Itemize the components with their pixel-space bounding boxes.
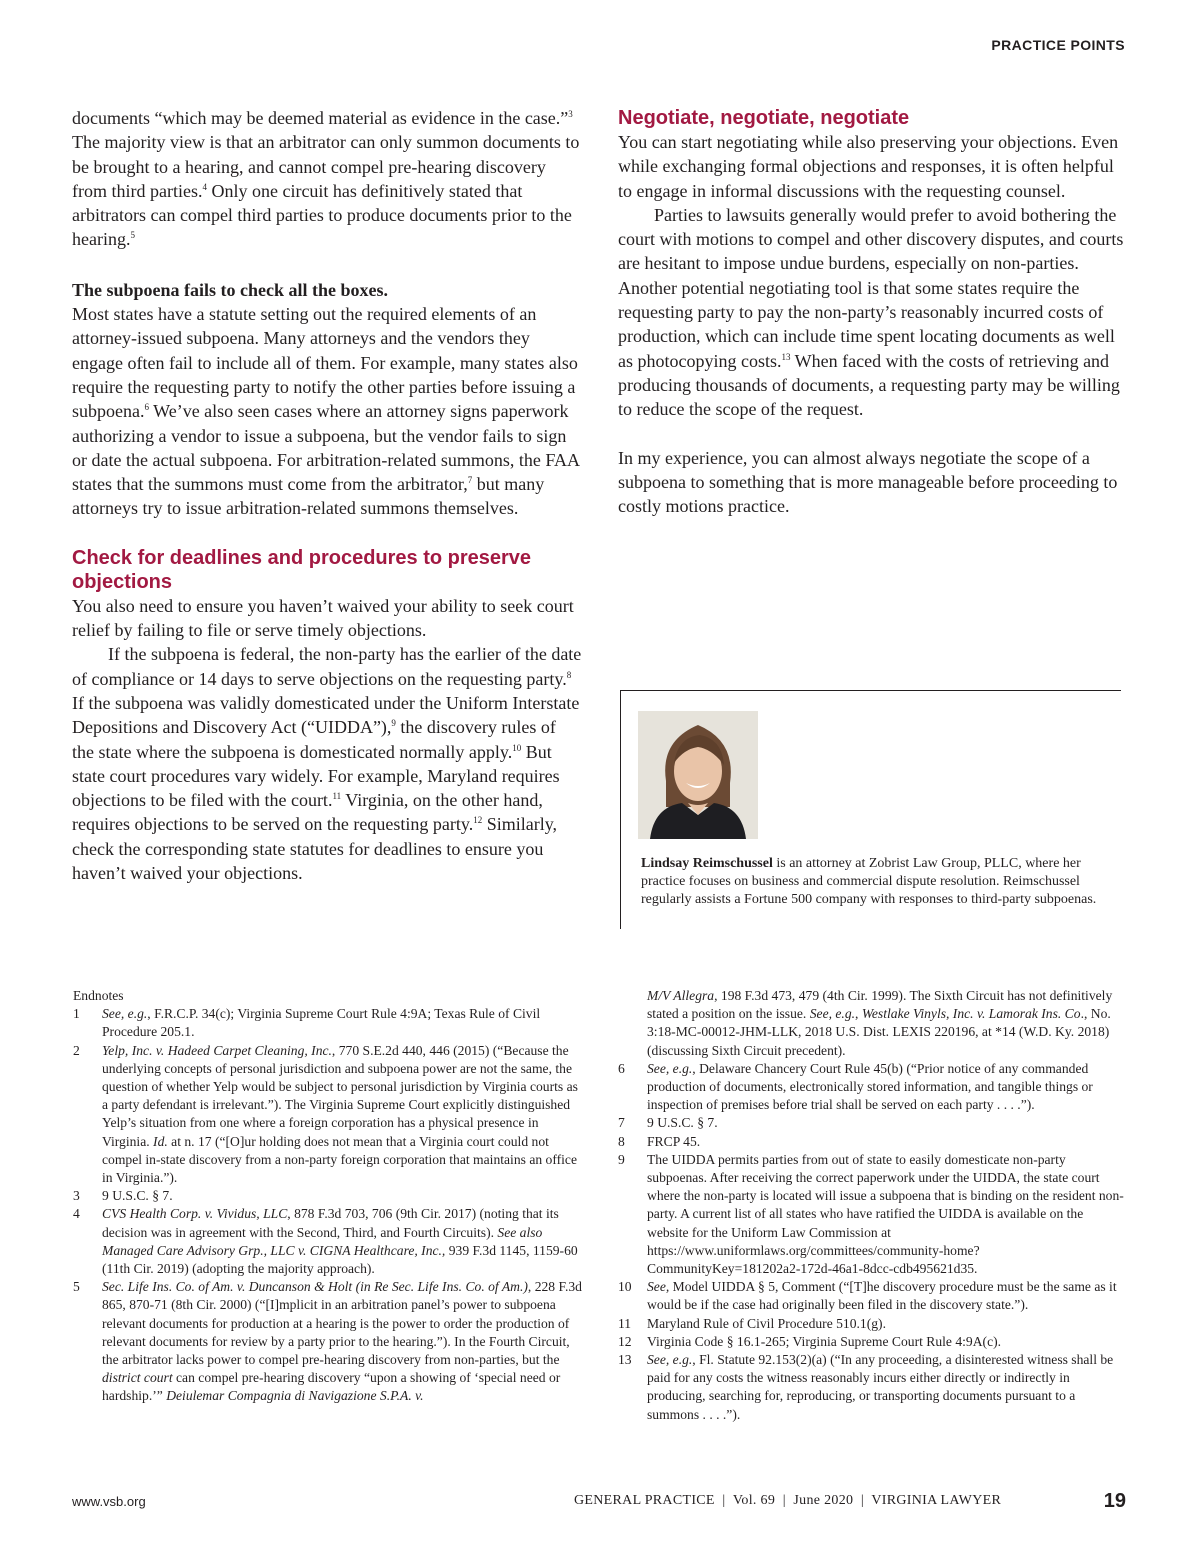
footer-website: www.vsb.org (72, 1494, 146, 1509)
endnote: 8 FRCP 45. (618, 1133, 701, 1149)
endnote: 7 9 U.S.C. § 7. (618, 1115, 718, 1131)
paragraph: You can start negotiating while also preserving your objections. Even while exchanging formal objections and responses, it is often helpful to engage in informal discussions with the requesting counsel. (618, 132, 1119, 201)
footnote-ref: 10 (512, 742, 522, 753)
endnotes-left (73, 987, 583, 1406)
endnote: 4 CVS Health Corp. v. Vividus, LLC, 878 F.3d 703, 706 (9th Cir. 2017) (noting that its decision was in agreement with the Second, Third, and Fourth Circuits). See also Managed Care Advisory Grp., LLC v. CIGNA Healthcare, Inc., 939 F.3d 1145, 1159-60 (11th Cir. 2019) (adopting the majority approach). (73, 1206, 578, 1277)
footnote-ref: 5 (130, 230, 135, 241)
footnote-ref: 7 (467, 475, 473, 486)
footnote-ref: 8 (566, 669, 572, 680)
paragraph: In my experience, you can almost always negotiate the scope of a subpoena to something that is more manageable before proceeding to costly motions practice. (618, 447, 1118, 517)
endnote-continued: M/V Allegra, 198 F.3d 473, 479 (4th Cir. 1999). The Sixth Circuit has not definitively stated a position on the issue. See, e.g., Westlake Vinyls, Inc. v. Lamorak Ins. Co., No. 3:18-MC-00012-JHM-LLK, 2018 U.S. Dist. LEXIS 220196, at *14 (W.D. Ky. 2018) (discussing Sixth Circuit precedent). (647, 988, 1113, 1058)
paragraph: documents “which may be deemed material as evidence in the case.”$^3$ The majority view is that an arbitrator can only summon documents to be brought to a hearing, and cannot compel pre-hearing discovery from third parties.$^4$ Only one circuit has definitively stated that arbitrators can compel third parties to produce documents prior to the hearing.$^5$ (72, 108, 580, 250)
endnote: 5 Sec. Life Ins. Co. of Am. v. Duncanson & Holt (in Re Sec. Life Ins. Co. of Am.), 228 F.3d 865, 870-71 (8th Cir. 2000) (“[I]mplicit in an arbitration panel’s power to subpoena relevant documents for production at a hearing is the power to order the production of relevant documents for review by a party prior to the hearing.”). In the Fourth Circuit, the arbitrator lacks power to compel pre-hearing discovery from non-parties, but the district court can compel pre-hearing discovery “upon a showing of ‘special need or hardship.’” Deiulemar Compagnia di Navigazione S.P.A. v. (73, 1279, 582, 1404)
footer-publication: GENERAL PRACTICE | Vol. 69 | June 2020 | VIRGINIA LAWYER (574, 1493, 1002, 1508)
footnote-ref: 12 (473, 815, 483, 826)
endnote: 10 See, Model UIDDA § 5, Comment (“[T]he discovery procedure must be the same as it would be if the case had originally been filed in the discovery state.”). (618, 1279, 1117, 1313)
footnote-ref: 3 (568, 109, 573, 119)
footnote-ref: 6 (144, 402, 149, 413)
endnote: 13 See, e.g., Fl. Statute 92.153(2)(a) (“In any proceeding, a disinterested witness shall be paid for any costs the witness reasonably incurs either directly or indirectly in producing, searching for, reproducing, or transporting documents pursuant to a summons . . . .”). (618, 1352, 1114, 1422)
endnote: 6 See, e.g., Delaware Chancery Court Rule 45(b) (“Prior notice of any commanded production of documents, electronically stored information, and tangible things or inspection of premises before trial shall be served on each party . . . .”). (618, 1060, 1093, 1113)
footnote-ref: 4 (202, 181, 207, 192)
left-column (72, 106, 582, 885)
page-number: 19 (1103, 1490, 1126, 1512)
footnote-ref: 13 (781, 351, 791, 362)
endnote: 9 The UIDDA permits parties from out of state to easily domesticate non-party subpoenas. After receiving the correct paperwork under the UIDDA, the state court where the non-party is located will issue a subpoena that is binding on the resident non-party. A current list of all states who have ratified the UIDDA is available on the website for the Uniform Law Commission at https://www.uniformlaws.org/committees/community-home?CommunityKey=181202a2-172d-46a1-8dcc-cdb495621d35. (618, 1151, 1124, 1277)
section-heading: Negotiate, negotiate, negotiate (618, 107, 910, 129)
author-bio-box (620, 690, 1121, 929)
subheading: The subpoena fails to check all the boxes. (72, 279, 389, 300)
endnote: 12 Virginia Code § 16.1-265; Virginia Supreme Court Rule 4:9A(c). (618, 1333, 1002, 1349)
author-bio: Lindsay Reimschussel is an attorney at Zobrist Law Group, PLLC, where her practice focuses on business and commercial dispute resolution. Reimschussel regularly assists a Fortune 500 company with responses to third-party subpoenas. (641, 856, 1097, 907)
endnote: 3 9 U.S.C. § 7. (73, 1188, 173, 1204)
endnotes-title: Endnotes (73, 988, 124, 1003)
section-label: PRACTICE POINTS (991, 37, 1125, 53)
right-column (618, 106, 1128, 518)
endnote: 2 Yelp, Inc. v. Hadeed Carpet Cleaning, Inc., 770 S.E.2d 440, 446 (2015) (“Because the underlying concepts of personal jurisdiction and subpoena power are not the same, the question of whether Yelp would be subject to personal jurisdiction by Virginia courts as a party defendant is irrelevant.”). The Virginia Supreme Court explicitly distinguished Yelp’s situation from one where a foreign corporation has a physical presence in Virginia. Id. at n. 17 (“[O]ur holding does not mean that a Virginia court could not compel in-state discovery from a non-party foreign corporation that maintains an office in Virginia.”). (73, 1042, 578, 1186)
endnote: 11 Maryland Rule of Civil Procedure 510.1(g). (618, 1315, 886, 1331)
paragraph: You also need to ensure you haven’t waived your ability to seek court relief by failing to file or serve timely objections. (72, 595, 574, 641)
paragraph: Most states have a statute setting out the required elements of an attorney-issued subpoena. Many attorneys and the vendors they engage often fail to include all of them. For example, many states also require the requesting party to notify the other parties before issuing a subpoena.$^6$ We’ve also seen cases where an attorney signs paperwork authorizing a vendor to issue a subpoena, but the vendor fails to sign or date the actual subpoena. For arbitration-related summons, the FAA states that the summons must come from the arbitrator,$^7$ but many attorneys try to issue arbitration-related summons themselves. (72, 304, 580, 519)
author-name: Lindsay Reimschussel (641, 856, 773, 871)
section-heading: Check for deadlines and procedures to preserve objections (72, 546, 532, 593)
paragraph: If the subpoena is federal, the non-party has the earlier of the date of compliance or 14 days to serve objections on the requesting party.$^8$ If the subpoena was validly domesticated under the Uniform Interstate Depositions and Discovery Act (“UIDDA”),$^9$ the discovery rules of the state where the subpoena is domesticated normally apply.$^{10}$ But state court procedures vary widely. For example, Maryland requires objections to be filed with the court.$^{11}$ Virginia, on the other hand, requires objections to be served on the requesting party.$^{12}$ Similarly, check the corresponding state statutes for deadlines to ensure you haven’t waived your objections. (72, 644, 582, 884)
endnote: 1 See, e.g., F.R.C.P. 34(c); Virginia Supreme Court Rule 4:9A; Texas Rule of Civil Procedure 205.1. (73, 1006, 541, 1040)
paragraph: Parties to lawsuits generally would prefer to avoid bothering the court with motions to compel and other discovery disputes, and courts are hesitant to impose undue burdens, especially on non-parties. Another potential negotiating tool is that some states require the requesting party to pay the non-party’s reasonably incurred costs of production, which can include time spent locating documents as well as photocopying costs.$^{13}$ When faced with the costs of retrieving and producing thousands of documents, a requesting party may be willing to reduce the scope of the request. (618, 204, 1124, 420)
footnote-ref: 11 (332, 791, 342, 802)
footnote-ref: 9 (391, 718, 396, 729)
author-photo (638, 711, 758, 839)
endnotes-right (618, 987, 1128, 1424)
